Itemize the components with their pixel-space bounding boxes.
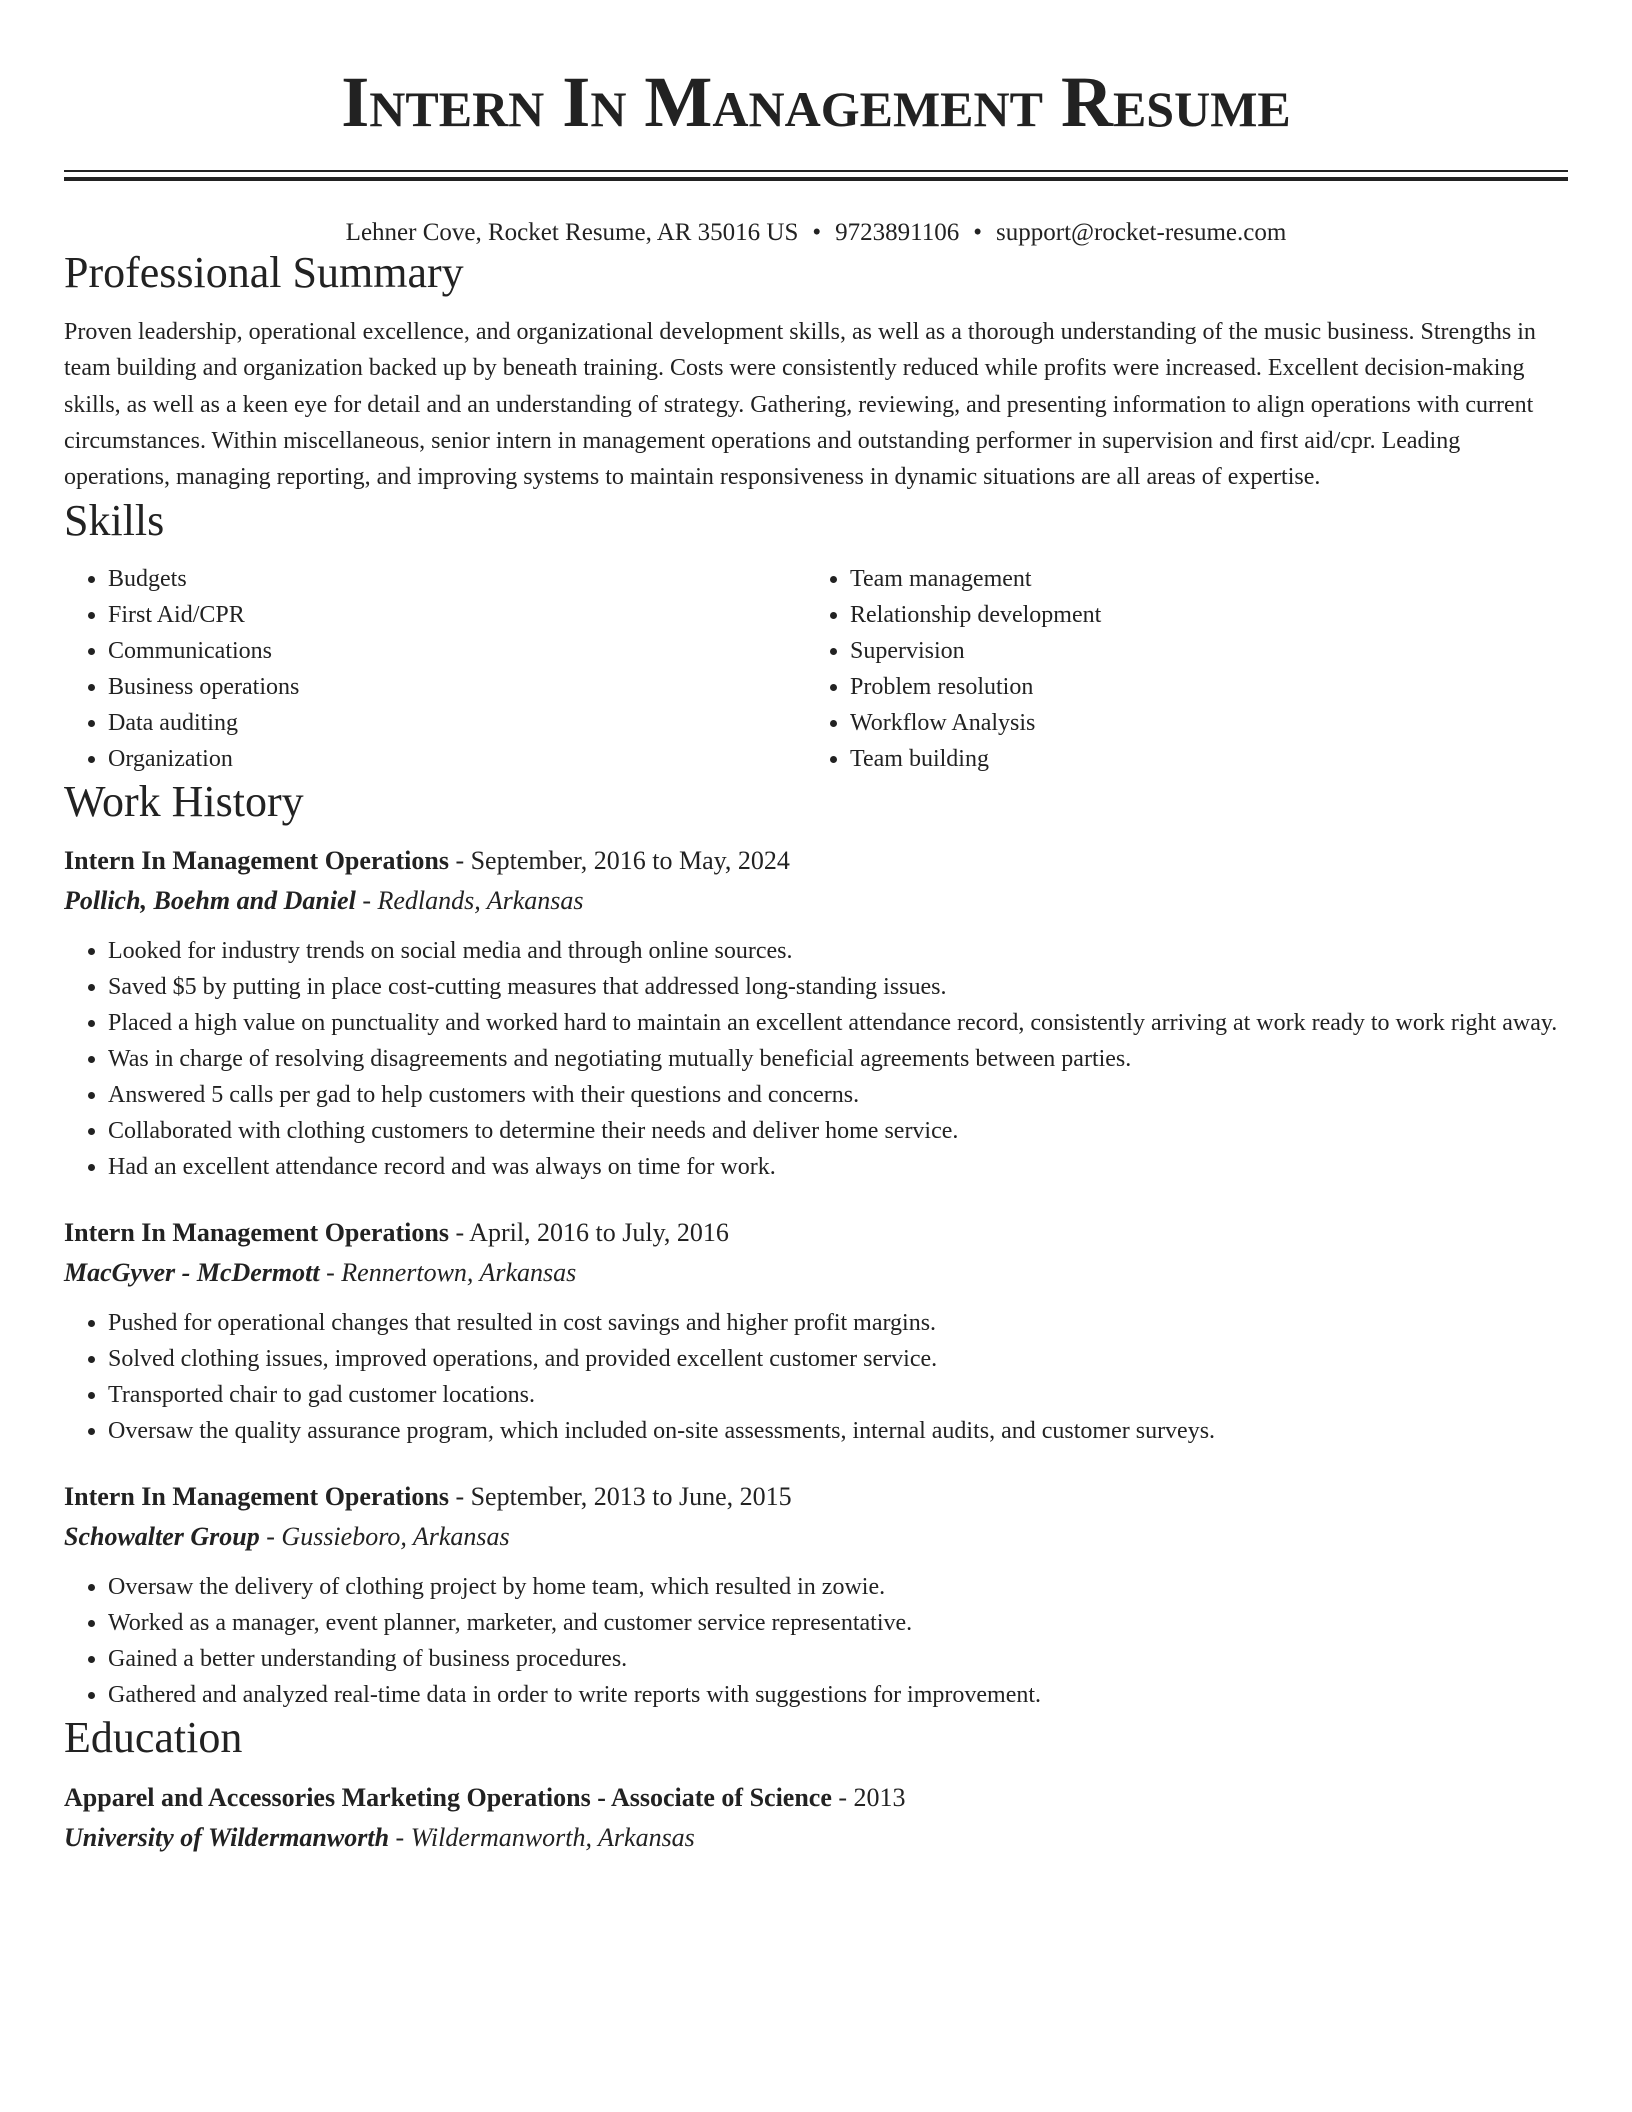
- school-name: University of Wildermanworth: [64, 1822, 390, 1852]
- job-bullet: • Pushed for operational changes that resulted in cost savings and higher profit margins.: [108, 1305, 1568, 1341]
- section-heading-education: Education: [64, 1713, 243, 1763]
- summary-text: Proven leadership, operational excellence, and organizational development skills, as well as a thorough understanding of the music business. Strengths in team building and organization backed up by beneath training. Costs were consistently reduced while profits were increased. Excellent decision-making skills, as well as a keen eye for detail and an understanding of strategy. Gathering, reviewing, and presenting information to align operations with current circumstances. Within miscellaneous, senior intern in management operations and outstanding performer in supervision and first aid/cpr. Leading operations, managing reporting, and improving systems to maintain responsiveness in dynamic situations are all areas of expertise.: [64, 318, 1536, 491]
- job-dates: - September, 2016 to May, 2024: [448, 846, 790, 876]
- job-entry: [64, 841, 1568, 1185]
- company-line: [64, 1253, 1568, 1293]
- skill-item: • Business operations: [108, 669, 806, 705]
- degree-year: - 2013: [831, 1782, 906, 1812]
- skill-item: • Supervision: [850, 633, 1101, 669]
- job-entry: [64, 1477, 1568, 1713]
- job-bullet: • Had an excellent attendance record and was always on time for work.: [108, 1149, 1568, 1185]
- skills-column-right: [806, 561, 1101, 777]
- skills-list: [64, 561, 1568, 777]
- job-bullet: • Oversaw the delivery of clothing project by home team, which resulted in zowie.: [108, 1569, 1568, 1605]
- section-heading-summary: Professional Summary: [64, 248, 464, 297]
- job-bullet: • Worked as a manager, event planner, marketer, and customer service representative.: [108, 1605, 1568, 1641]
- contact-address: Lehner Cove, Rocket Resume, AR 35016 US: [345, 219, 799, 246]
- skill-item: • Team building: [850, 741, 1101, 777]
- skill-item: • Organization: [108, 741, 806, 777]
- job-bullet: • Looked for industry trends on social media and through online sources.: [108, 933, 1568, 969]
- skill-item: • Communications: [108, 633, 806, 669]
- company-line: [64, 1517, 1568, 1557]
- job-bullet: • Gathered and analyzed real-time data in order to write reports with suggestions for improvement.: [108, 1677, 1568, 1713]
- skill-item: • Budgets: [108, 561, 806, 597]
- company-name: Pollich, Boehm and Daniel: [64, 886, 356, 916]
- job-dates: - April, 2016 to July, 2016: [448, 1218, 729, 1248]
- contact-line: [64, 218, 1568, 248]
- bullet-separator: •: [973, 219, 983, 246]
- job-bullets: [64, 1569, 1568, 1713]
- degree-line: [64, 1778, 1568, 1818]
- skill-item: • Data auditing: [108, 705, 806, 741]
- job-bullet: • Answered 5 calls per gad to help customers with their questions and concerns.: [108, 1077, 1568, 1113]
- job-bullet: • Collaborated with clothing customers to determine their needs and deliver home service.: [108, 1113, 1568, 1149]
- job-bullet: • Was in charge of resolving disagreements and negotiating mutually beneficial agreements between parties.: [108, 1041, 1568, 1077]
- skills-column-left: [64, 561, 806, 777]
- job-bullets: [64, 1305, 1568, 1449]
- title-divider-thick: [64, 177, 1568, 181]
- job-title-line: [64, 1477, 1568, 1517]
- company-location: - Redlands, Arkansas: [355, 886, 584, 916]
- school-line: [64, 1818, 1568, 1858]
- title-divider-thin: [64, 170, 1568, 172]
- skill-item: • Problem resolution: [850, 669, 1101, 705]
- skill-item: • First Aid/CPR: [108, 597, 806, 633]
- company-name: Schowalter Group: [64, 1522, 260, 1552]
- section-heading-work-history: Work History: [64, 776, 304, 826]
- job-title: Intern In Management Operations: [64, 846, 449, 876]
- skill-item: • Workflow Analysis: [850, 705, 1101, 741]
- school-location: - Wildermanworth, Arkansas: [389, 1822, 695, 1852]
- skill-item: • Relationship development: [850, 597, 1101, 633]
- job-bullet: • Saved $5 by putting in place cost-cutting measures that addressed long-standing issues.: [108, 969, 1568, 1005]
- job-bullet: • Solved clothing issues, improved operations, and provided excellent customer service.: [108, 1341, 1568, 1377]
- job-bullets: [64, 933, 1568, 1185]
- job-entry: [64, 1213, 1568, 1449]
- job-title: Intern In Management Operations: [64, 1218, 449, 1248]
- job-title-line: [64, 1213, 1568, 1253]
- degree-name: Apparel and Accessories Marketing Operations - Associate of Science: [64, 1782, 832, 1812]
- job-dates: - September, 2013 to June, 2015: [448, 1482, 792, 1512]
- job-bullet: • Oversaw the quality assurance program, which included on-site assessments, internal audits, and customer surveys.: [108, 1413, 1568, 1449]
- bullet-separator: •: [812, 219, 822, 246]
- job-bullet: • Gained a better understanding of business procedures.: [108, 1641, 1568, 1677]
- company-location: - Rennertown, Arkansas: [319, 1258, 577, 1288]
- company-location: - Gussieboro, Arkansas: [259, 1522, 510, 1552]
- company-line: [64, 881, 1568, 921]
- contact-phone: 9723891106: [835, 219, 960, 246]
- resume-title: Intern In Management Resume: [341, 62, 1291, 142]
- job-bullet: • Placed a high value on punctuality and worked hard to maintain an excellent attendance record, consistently arriving at work ready to work right away.: [108, 1005, 1568, 1041]
- job-bullet: • Transported chair to gad customer locations.: [108, 1377, 1568, 1413]
- job-title-line: [64, 841, 1568, 881]
- job-title: Intern In Management Operations: [64, 1482, 449, 1512]
- company-name: MacGyver - McDermott: [64, 1258, 320, 1288]
- skill-item: • Team management: [850, 561, 1101, 597]
- section-heading-skills: Skills: [64, 495, 165, 545]
- contact-email: support@rocket-resume.com: [996, 219, 1287, 246]
- education-entry: [64, 1778, 1568, 1858]
